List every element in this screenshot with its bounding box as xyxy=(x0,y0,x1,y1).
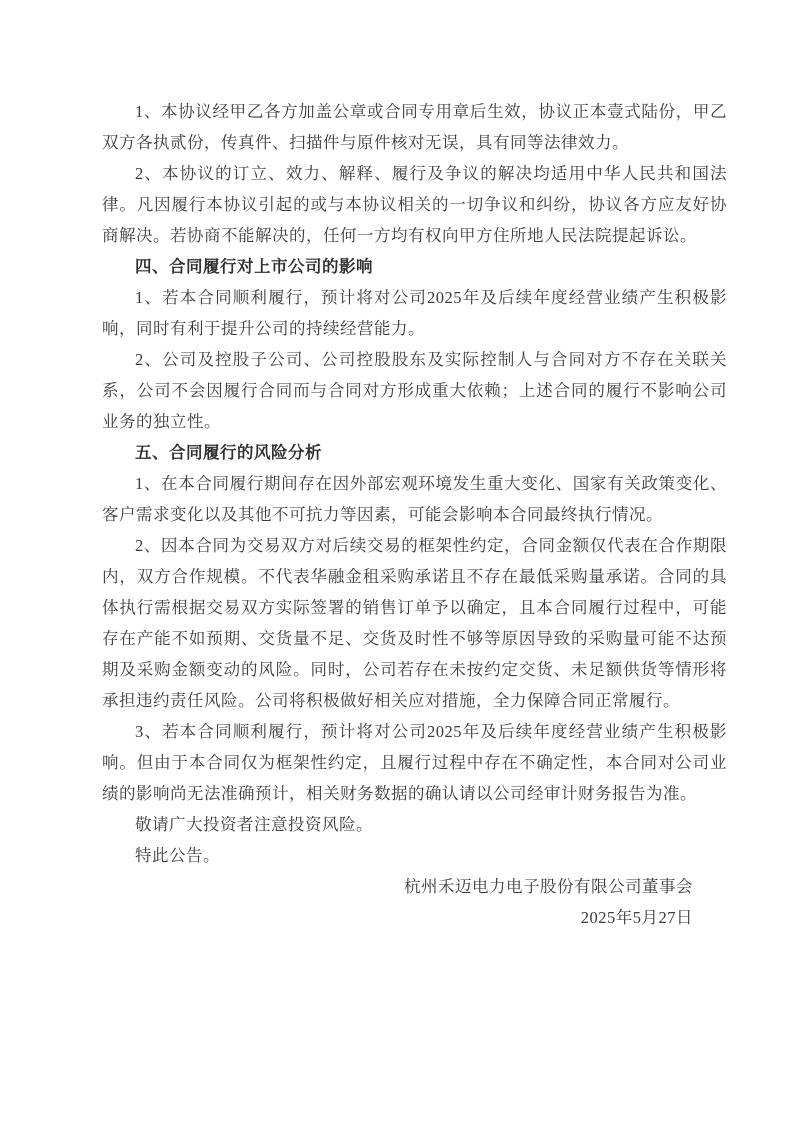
paragraph-governing-law: 2、本协议的订立、效力、解释、履行及争议的解决均适用中华人民共和国法律。凡因履行本协议引起的或与本协议相关的一切争议和纠纷，协议各方应友好协商解决。若协商不能解决的，任何一方均有权向甲方住所地人民法院提起诉讼。 xyxy=(102,164,727,245)
closing-statement: 特此公告。 xyxy=(135,846,220,865)
paragraph-no-related-party: 2、公司及控股子公司、公司控股股东及实际控制人与合同对方不存在关联关系，公司不会因履行合同而与合同对方形成重大依赖；上述合同的履行不影响公司业务的独立性。 xyxy=(102,350,727,431)
paragraph-positive-impact: 1、若本合同顺利履行，预计将对公司2025年及后续年度经营业绩产生积极影响，同时有利于提升公司的持续经营能力。 xyxy=(102,288,727,338)
paragraph-risk-external-factors: 1、在本合同履行期间存在因外部宏观环境发生重大变化、国家有关政策变化、客户需求变化以及其他不可抗力等因素，可能会影响本合同最终执行情况。 xyxy=(102,474,727,524)
paragraph-agreement-effectiveness: 1、本协议经甲乙各方加盖公章或合同专用章后生效，协议正本壹式陆份，甲乙双方各执贰份，传真件、扫描件与原件核对无误，具有同等法律效力。 xyxy=(102,102,727,152)
section-heading-risk-analysis: 五、合同履行的风险分析 xyxy=(135,443,322,462)
section-heading-impact-on-listed-company: 四、合同履行对上市公司的影响 xyxy=(135,257,373,276)
paragraph-risk-performance-uncertainty: 3、若本合同顺利履行，预计将对公司2025年及后续年度经营业绩产生积极影响。但由于本合同仅为框架性约定，且履行过程中存在不确定性，本合同对公司业绩的影响尚无法准确预计，相关财务数据的确认请以公司经审计财务报告为准。 xyxy=(102,722,727,803)
paragraph-risk-framework-agreement: 2、因本合同为交易双方对后续交易的框架性约定，合同金额仅代表在合作期限内，双方合作规模。不代表华融金租采购承诺且不存在最低采购量承诺。合同的具体执行需根据交易双方实际签署的销售订单予以确定，且本合同履行过程中，可能存在产能不如预期、交货量不足、交货及时性不够等原因导致的采购量可能不达预期及采购金额变动的风险。同时，公司若存在未按约定交货、未足额供货等情形将承担违约责任风险。公司将积极做好相关应对措施，全力保障合同正常履行。 xyxy=(102,536,727,710)
paragraph-investor-risk-notice: 敬请广大投资者注意投资风险。 xyxy=(135,815,373,834)
announcement-date: 2025年5月27日 xyxy=(580,908,693,927)
board-signature: 杭州禾迈电力电子股份有限公司董事会 xyxy=(404,877,693,896)
